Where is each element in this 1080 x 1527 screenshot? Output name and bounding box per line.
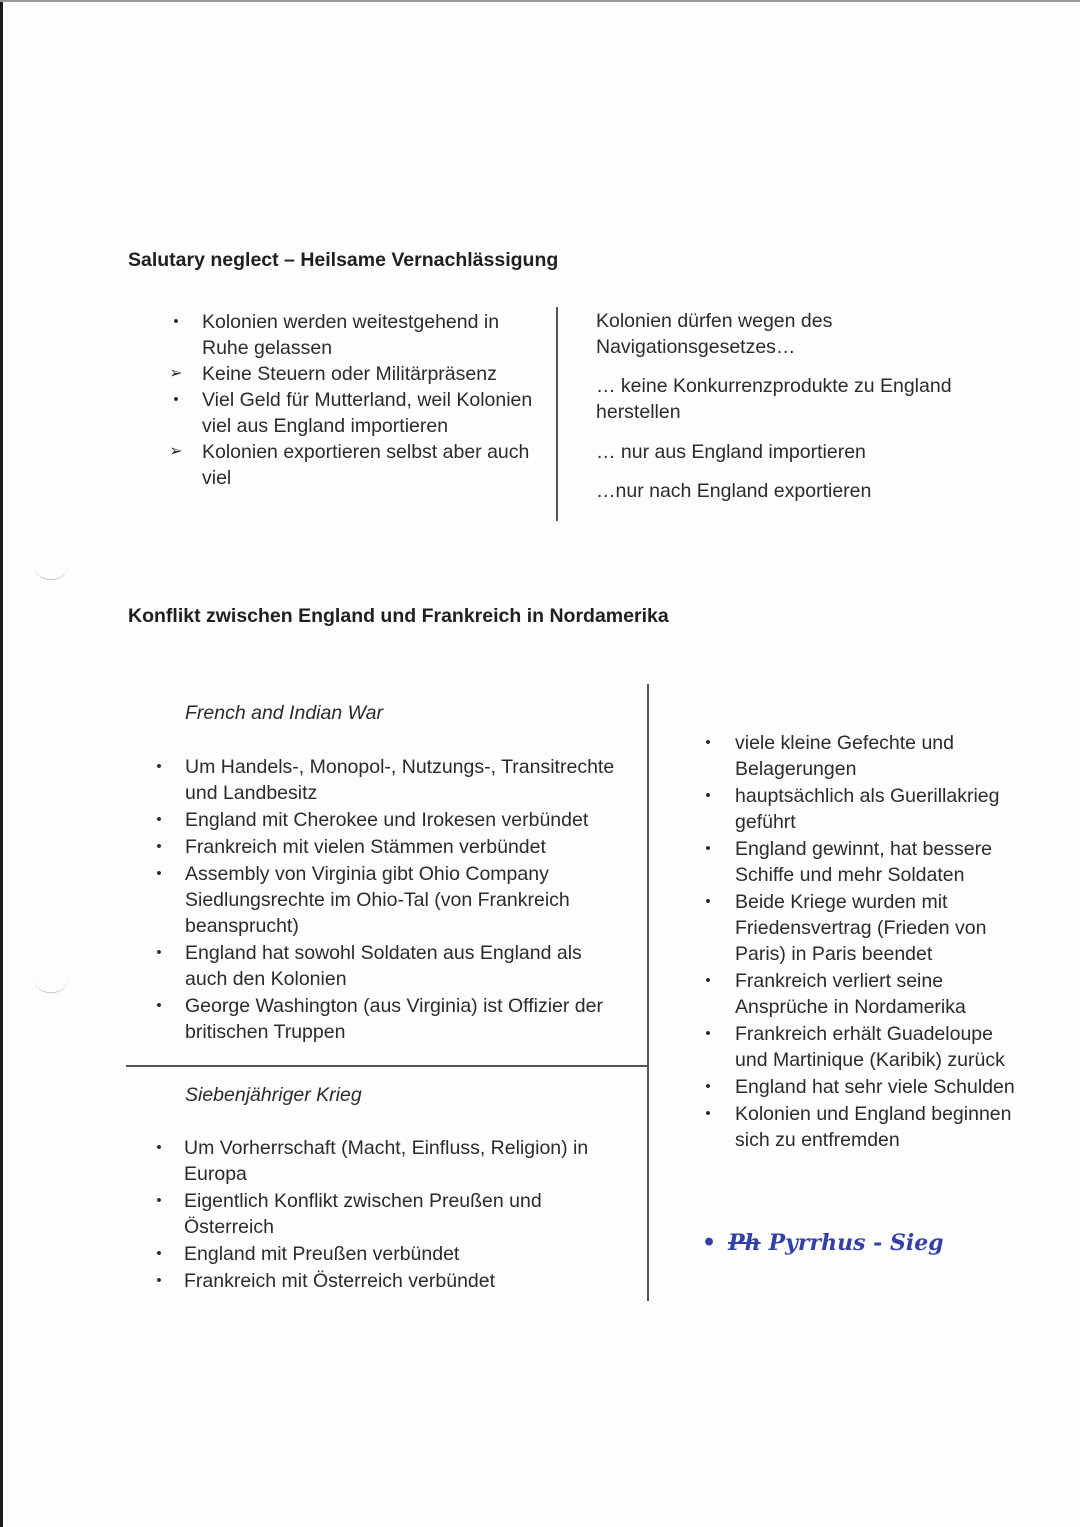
section-heading-salutary-neglect: Salutary neglect – Heilsame Vernachlässigung xyxy=(128,249,559,271)
list-item: • George Washington (aus Virginia) ist Offizier der britischen Truppen xyxy=(185,993,625,1045)
bullet-icon: • xyxy=(156,758,162,775)
bullet-icon: • xyxy=(173,391,179,408)
navigation-acts-point: … keine Konkurrenzprodukte zu England herstellen xyxy=(596,375,952,423)
bullet-icon: • xyxy=(156,1192,162,1209)
list-item: • England mit Cherokee und Irokesen verbündet xyxy=(185,807,625,833)
column-divider xyxy=(556,307,558,521)
struck-out-text: Ph xyxy=(728,1230,761,1256)
subheading-siebenjaehriger-krieg: Siebenjähriger Krieg xyxy=(185,1084,362,1106)
handwritten-text: Pyrrhus - Sieg xyxy=(768,1230,944,1256)
list-item: • Kolonien werden weitestgehend in Ruhe gelassen xyxy=(202,309,542,361)
navigation-acts-point: … nur aus England importieren xyxy=(596,441,866,463)
salutary-neglect-list xyxy=(169,309,542,491)
punch-hole-mark xyxy=(34,565,68,580)
list-item: ➢ Keine Steuern oder Militärpräsenz xyxy=(202,361,542,387)
navigation-acts-intro: Kolonien dürfen wegen des Navigationsgesetzes… xyxy=(596,310,833,358)
list-item: • England gewinnt, hat bessere Schiffe und mehr Soldaten xyxy=(735,836,1015,888)
list-item: • Um Vorherrschaft (Macht, Einfluss, Religion) in Europa xyxy=(184,1135,624,1187)
navigation-acts-point: …nur nach England exportieren xyxy=(596,480,872,502)
list-item: • viele kleine Gefechte und Belagerungen xyxy=(735,730,1015,782)
war-divider xyxy=(126,1065,648,1067)
bullet-icon: • xyxy=(156,838,162,855)
arrow-bullet-icon: ➢ xyxy=(169,443,183,460)
handwritten-bullet-icon: • xyxy=(702,1230,717,1256)
list-item: • Frankreich erhält Guadeloupe und Martinique (Karibik) zurück xyxy=(735,1021,1015,1073)
list-item: • Kolonien und England beginnen sich zu entfremden xyxy=(735,1101,1015,1153)
list-item: • Assembly von Virginia gibt Ohio Company Siedlungsrechte im Ohio-Tal (von Frankreich beansprucht) xyxy=(185,861,625,939)
list-item: • Eigentlich Konflikt zwischen Preußen und Österreich xyxy=(184,1188,624,1240)
bullet-icon: • xyxy=(156,944,162,961)
bullet-icon: • xyxy=(705,1078,711,1095)
subheading-french-and-indian-war: French and Indian War xyxy=(185,702,383,724)
page-edge-top xyxy=(0,0,1080,2)
list-item: • England hat sowohl Soldaten aus England als auch den Kolonien xyxy=(185,940,625,992)
bullet-icon: • xyxy=(705,972,711,989)
list-item: • Um Handels-, Monopol-, Nutzungs-, Transitrechte und Landbesitz xyxy=(185,754,625,806)
bullet-icon: • xyxy=(705,1105,711,1122)
bullet-icon: • xyxy=(705,1025,711,1042)
bullet-icon: • xyxy=(173,313,179,330)
bullet-icon: • xyxy=(705,734,711,751)
list-item: • Frankreich mit vielen Stämmen verbündet xyxy=(185,834,625,860)
list-item: • Beide Kriege wurden mit Friedensvertrag (Frieden von Paris) in Paris beendet xyxy=(735,889,1015,967)
bullet-icon: • xyxy=(705,840,711,857)
list-item: • Frankreich verliert seine Ansprüche in Nordamerika xyxy=(735,968,1015,1020)
page-edge-left xyxy=(0,0,3,1527)
arrow-bullet-icon: ➢ xyxy=(169,365,183,382)
list-item: • Viel Geld für Mutterland, weil Kolonien viel aus England importieren xyxy=(202,387,542,439)
bullet-icon: • xyxy=(156,1245,162,1262)
bullet-icon: • xyxy=(156,997,162,1014)
handwritten-note xyxy=(702,1230,944,1256)
punch-hole-mark xyxy=(34,978,68,993)
list-item: • hauptsächlich als Guerillakrieg geführt xyxy=(735,783,1015,835)
bullet-icon: • xyxy=(156,865,162,882)
bullet-icon: • xyxy=(705,787,711,804)
bullet-icon: • xyxy=(156,1272,162,1289)
list-item: ➢ Kolonien exportieren selbst aber auch viel xyxy=(202,439,542,491)
bullet-icon: • xyxy=(156,1139,162,1156)
bullet-icon: • xyxy=(705,893,711,910)
bullet-icon: • xyxy=(156,811,162,828)
list-item: • England mit Preußen verbündet xyxy=(184,1241,624,1267)
column-divider xyxy=(647,684,649,1301)
list-item: • Frankreich mit Österreich verbündet xyxy=(184,1268,624,1294)
section-heading-conflict: Konflikt zwischen England und Frankreich in Nordamerika xyxy=(128,605,669,627)
list-item: • England hat sehr viele Schulden xyxy=(735,1074,1015,1100)
french-indian-war-list xyxy=(156,754,625,1045)
seven-years-war-list xyxy=(156,1135,624,1294)
war-outcomes-list xyxy=(705,730,1015,1153)
